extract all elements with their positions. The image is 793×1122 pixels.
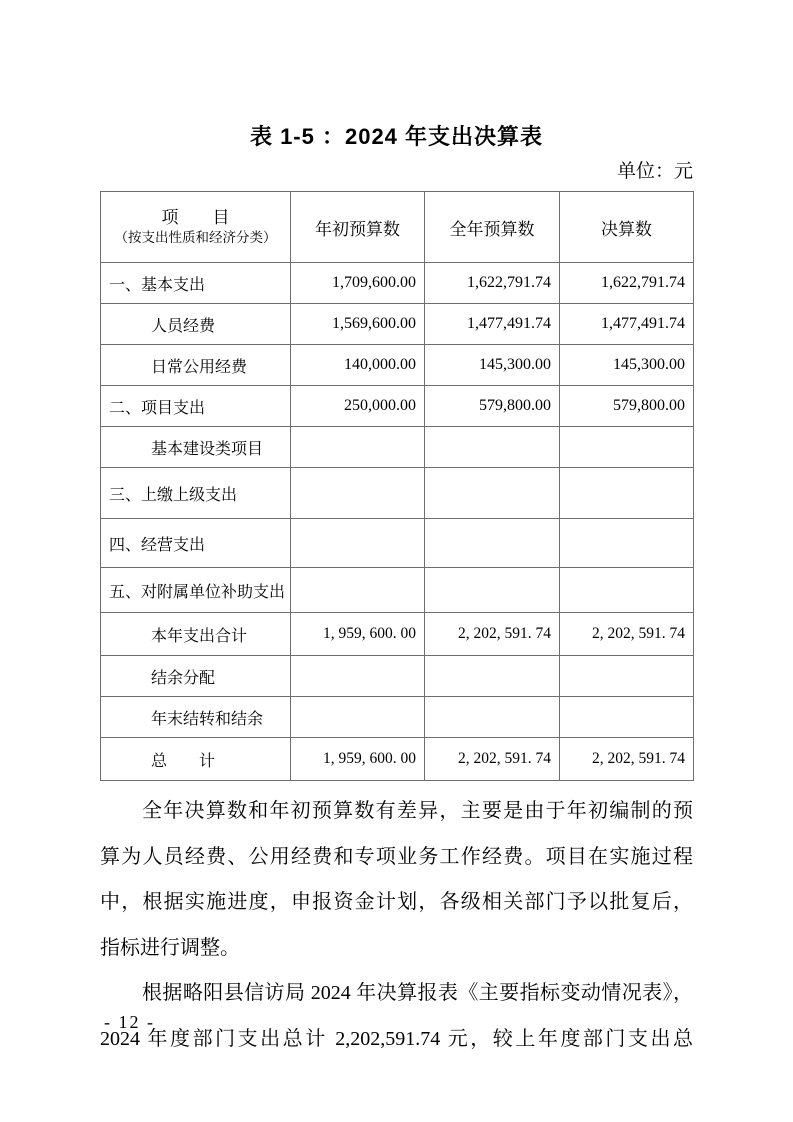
header-annual-budget: 全年预算数 — [425, 192, 560, 263]
value-cell — [291, 427, 425, 468]
value-cell — [560, 656, 694, 697]
row-label: 总 计 — [101, 738, 291, 781]
value-cell — [291, 697, 425, 738]
row-label: 人员经费 — [101, 304, 291, 345]
row-label: 四、经营支出 — [101, 519, 291, 568]
value-cell: 579,800.00 — [560, 386, 694, 427]
table-row — [101, 656, 694, 697]
value-cell — [560, 519, 694, 568]
value-cell — [425, 568, 560, 613]
value-cell — [425, 468, 560, 519]
value-cell: 140,000.00 — [291, 345, 425, 386]
value-cell — [560, 568, 694, 613]
value-cell — [425, 656, 560, 697]
table-row — [101, 345, 694, 386]
table-row — [101, 386, 694, 427]
table-row — [101, 263, 694, 304]
value-cell: 145,300.00 — [560, 345, 694, 386]
value-cell: 1, 959, 600. 00 — [291, 613, 425, 656]
para-line: 2024 年度部门支出总计 2,202,591.74 元，较上年度部门支出总 — [100, 1027, 693, 1050]
value-cell — [291, 519, 425, 568]
value-cell — [560, 697, 694, 738]
table-row — [101, 738, 694, 781]
row-label: 日常公用经费 — [101, 345, 291, 386]
header-final-accounts: 决算数 — [560, 192, 694, 263]
row-label: 一、基本支出 — [101, 263, 291, 304]
value-cell: 579,800.00 — [425, 386, 560, 427]
value-cell: 250,000.00 — [291, 386, 425, 427]
table-row — [101, 568, 694, 613]
value-cell: 1, 959, 600. 00 — [291, 738, 425, 781]
row-label: 基本建设类项目 — [101, 427, 291, 468]
page-content — [100, 0, 693, 1062]
row-label: 本年支出合计 — [101, 613, 291, 656]
value-cell: 2, 202, 591. 74 — [560, 738, 694, 781]
body-text — [100, 789, 693, 1062]
value-cell: 2, 202, 591. 74 — [425, 738, 560, 781]
row-label: 五、对附属单位补助支出 — [101, 568, 291, 613]
table-row — [101, 613, 694, 656]
document-title: 表 1-5 ：2024 年支出决算表 — [249, 124, 544, 149]
row-label: 结余分配 — [101, 656, 291, 697]
unit-label: 单位：元 — [616, 161, 693, 182]
table-row — [101, 468, 694, 519]
value-cell — [291, 468, 425, 519]
value-cell: 2, 202, 591. 74 — [560, 613, 694, 656]
value-cell: 145,300.00 — [425, 345, 560, 386]
expenditure-table — [100, 191, 694, 781]
para-line: 根据略阳县信访局 2024 年决算报表《主要指标变动情况表》， — [142, 982, 693, 1004]
value-cell: 1,709,600.00 — [291, 263, 425, 304]
value-cell: 1,622,791.74 — [425, 263, 560, 304]
value-cell — [291, 656, 425, 697]
value-cell: 1,622,791.74 — [560, 263, 694, 304]
table-header-row — [101, 192, 694, 263]
row-label: 三、上缴上级支出 — [101, 468, 291, 519]
value-cell — [425, 697, 560, 738]
header-item-title: 项 目 — [161, 208, 230, 227]
table-row — [101, 697, 694, 738]
header-item-cell — [101, 192, 291, 263]
table-row — [101, 304, 694, 345]
value-cell — [425, 427, 560, 468]
para-line: 算为人员经费、公用经费和专项业务工作经费。项目在实施过程 — [100, 845, 693, 868]
value-cell — [425, 519, 560, 568]
value-cell: 1,477,491.74 — [560, 304, 694, 345]
value-cell: 1,477,491.74 — [425, 304, 560, 345]
table-row — [101, 519, 694, 568]
value-cell — [560, 468, 694, 519]
header-item-subtitle: （按支出性质和经济分类） — [114, 230, 277, 245]
para-line: 全年决算数和年初预算数有差异，主要是由于年初编制的预 — [142, 800, 693, 822]
value-cell: 1,569,600.00 — [291, 304, 425, 345]
page-number: - 12 - — [104, 1012, 155, 1032]
para-line: 指标进行调整。 — [100, 936, 240, 959]
row-label: 年末结转和结余 — [101, 697, 291, 738]
value-cell — [560, 427, 694, 468]
value-cell: 2, 202, 591. 74 — [425, 613, 560, 656]
header-initial-budget: 年初预算数 — [291, 192, 425, 263]
table-row — [101, 427, 694, 468]
para-line: 中，根据实施进度，申报资金计划，各级相关部门予以批复后， — [100, 891, 693, 913]
row-label: 二、项目支出 — [101, 386, 291, 427]
value-cell — [291, 568, 425, 613]
